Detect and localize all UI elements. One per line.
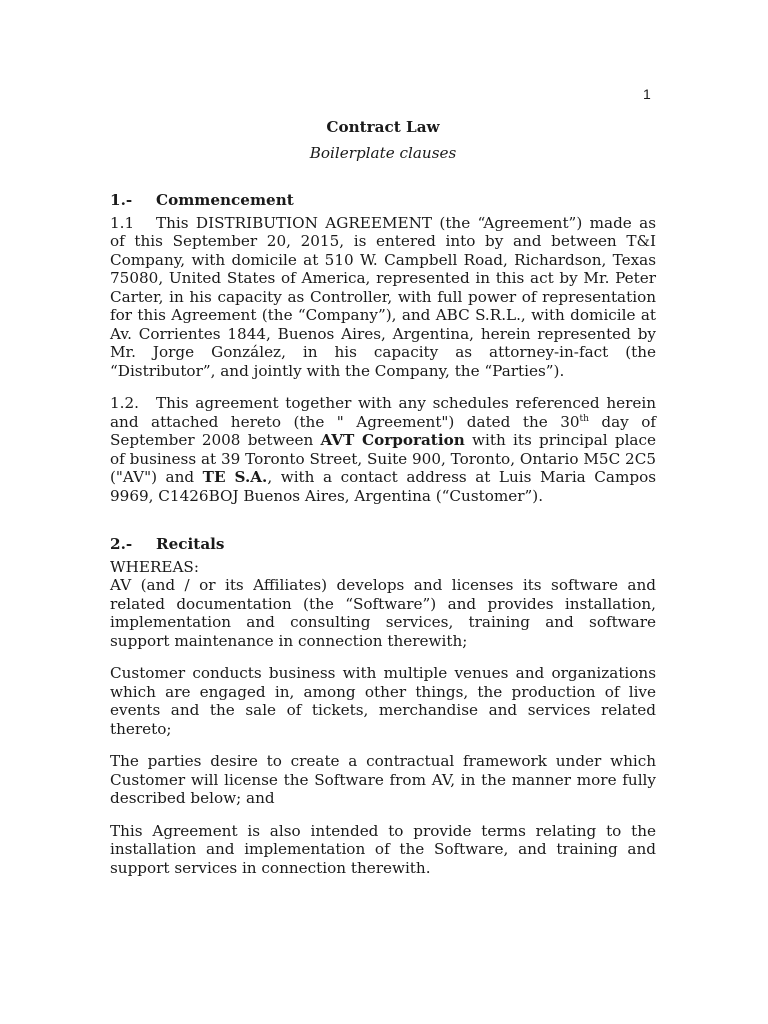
clause-text-d: , with a contact address at Luis Maria Campos 9969, C1426BOJ Buenos Aires, Argentina (“Customer”). <box>110 468 657 505</box>
recital-paragraph: This Agreement is also intended to provide terms relating to the installation and implementation of the Software, and training and support services in connection therewith. <box>110 821 656 877</box>
ordinal-suffix: th <box>579 413 589 424</box>
clause-text: This DISTRIBUTION AGREEMENT (the “Agreement”) made as of this September 20, 2015, is entered into by and between T&I Company, with domicile at 510 W. Campbell Road, Richardson, Texas 75080, United States of America, represented in this act by Mr. Peter Carter, in his capacity as Controller, with full power of representation for this Agreement (the “Company”), and ABC S.R.L., with domicile at Av. Corrientes 1844, Buenos Aires, Argentina, herein represented by Mr. Jorge González, in his capacity as attorney-in-fact (the “Distributor”, and jointly with the Company, the “Parties”). <box>110 213 656 380</box>
section-heading-recitals <box>110 535 656 554</box>
clause-text-b: day of September 2008 between <box>110 412 656 449</box>
recital-paragraph: The parties desire to create a contractual framework under which Customer will license the Software from AV, in the manner more fully described below; and <box>110 752 656 807</box>
section-heading-commencement <box>110 191 656 210</box>
recital-paragraph: Customer conducts business with multiple venues and organizations which are engaged in, among other things, the production of live events and the sale of tickets, merchandise and services related thereto; <box>110 664 656 738</box>
section-number: 2.- <box>110 535 133 553</box>
clause-number: 1.2. <box>110 394 139 412</box>
clause-text-c: with its principal place of business at 39 Toronto Street, Suite 900, Toronto, Ontario M5C 2C5 ("AV") and <box>110 431 656 486</box>
clause-number: 1.1 <box>110 213 135 232</box>
document-subtitle: Boilerplate clauses <box>309 144 457 162</box>
section-title: Commencement <box>156 191 294 209</box>
section-number: 1.- <box>110 191 133 209</box>
whereas-label: WHEREAS: <box>110 557 199 576</box>
clause-text-a: This agreement together with any schedules referenced herein and attached hereto (the " Agreement") dated the 30 <box>110 394 656 431</box>
party-name-te: TE S.A. <box>202 468 268 486</box>
section-title: Recitals <box>156 535 225 553</box>
recital-paragraph: AV (and / or its Affiliates) develops and licenses its software and related documentation (the “Software”) and provides installation, implementation and consulting services, training and software support maintenance in connection therewith; <box>110 576 656 650</box>
page-number: 1 <box>643 86 651 102</box>
document-title: Contract Law <box>326 118 440 136</box>
document-body <box>110 114 656 877</box>
party-name-avt: AVT Corporation <box>320 431 465 449</box>
clause-1-1 <box>110 214 656 381</box>
clause-1-2 <box>110 394 656 505</box>
